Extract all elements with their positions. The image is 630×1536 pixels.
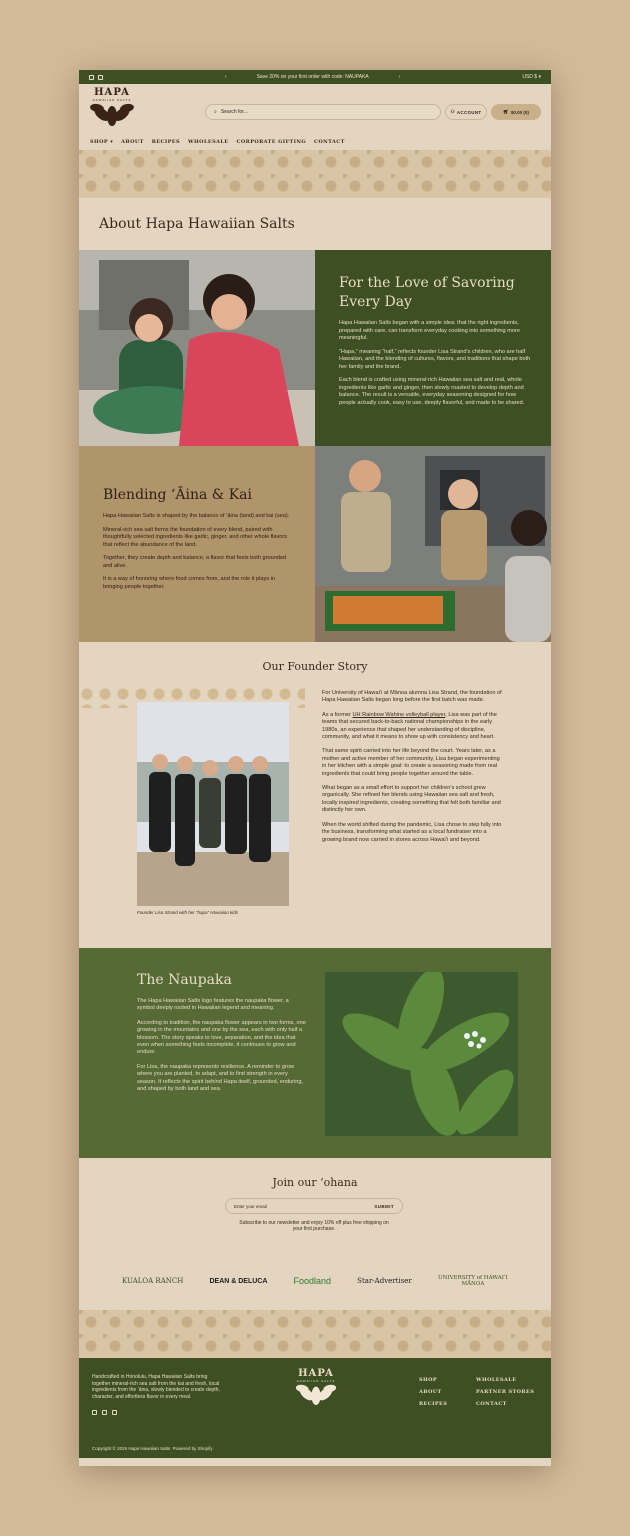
site-header	[79, 84, 551, 134]
currency-selector[interactable]: USD $ ▾	[522, 74, 541, 80]
facebook-icon[interactable]	[92, 1410, 97, 1415]
nav-item-about[interactable]: ABOUT	[121, 139, 144, 145]
love-paragraph: “Hapa,” meaning “half,” reflects founder Lisa Strand’s children, who are half Hawaiian, and the blending of cultures, flavors, and traditions that shape both her family and the brand.	[339, 348, 531, 370]
love-title: For the Love of Savoring Every Day	[339, 275, 515, 310]
partner-logos	[79, 1252, 551, 1310]
blending-paragraph: Mineral-rich sea salt forms the foundation of every blend, paired with thoughtfully selected ingredients like garlic, ginger, and other whole flavors that reflect the abundance of the land.	[103, 526, 288, 548]
page	[79, 70, 551, 1466]
blending-title: Blending ʻĀina & Kai	[103, 487, 252, 503]
kitchen-photo	[315, 446, 551, 642]
love-paragraph: Each blend is crafted using mineral-rich Hawaiian sea salt and real, whole ingredients like garlic and ginger, then slowly roasted to develop depth and balance. The result is a versatile, everyday seasoning designed for how people actually cook, easy to use, deeply flavorful, and made to be shared.	[339, 377, 525, 406]
blending-paragraph: Hapa Hawaiian Salts is shaped by the balance of ʻāina (land) and kai (sea).	[103, 513, 290, 519]
naupaka-flower-icon	[89, 102, 135, 126]
newsletter-title: Join our ʻohana	[272, 1176, 358, 1189]
footer-logo[interactable]: HAPA HAWAIIAN SALTS	[289, 1368, 343, 1410]
naupaka-title: The Naupaka	[137, 972, 232, 988]
naupaka-text: The Hapa Hawaiian Salts logo features the naupaka flower, a symbol deeply rooted in Hawaiian legend and meaning. According to tradition, the naupaka flower appears in two forms, one growing in the mountains and one by the sea, each with only half a blossom. The story speaks to love, separation, and the idea that even when something feels incomplete, it continues to grow and endure. For Lisa, the naupaka represents resilience. A reminder to grow where you are planted, to adapt, and to find strength in every season. It reflects the spirit behind Hapa itself, grounded, enduring, and shaped by both land and sea.	[137, 998, 306, 1093]
newsletter-form	[225, 1198, 403, 1214]
nav-item-recipes[interactable]: RECIPES	[151, 139, 181, 145]
footer-link-shop[interactable]: SHOP	[419, 1377, 438, 1383]
next-arrow-icon[interactable]: ›	[398, 74, 401, 80]
founder-title: Our Founder Story	[262, 660, 368, 673]
page-title: About Hapa Hawaiian Salts	[99, 216, 295, 232]
email-icon[interactable]	[112, 1410, 117, 1415]
prev-arrow-icon[interactable]: ‹	[224, 74, 227, 80]
naupaka-section	[79, 948, 551, 1158]
email-field[interactable]: Enter your email	[234, 1203, 267, 1209]
brand-logo[interactable]: HAPA HAWAIIAN SALTS	[89, 88, 135, 131]
submit-button[interactable]: SUBMIT	[374, 1203, 394, 1209]
partner-logo[interactable]: DEAN & DELUCA	[209, 1277, 268, 1285]
instagram-icon[interactable]	[102, 1410, 107, 1415]
facebook-icon[interactable]	[89, 75, 94, 80]
blending-paragraph: It is a way of honoring where food comes from, and the role it plays in bringing people together.	[103, 576, 275, 590]
children-photo	[79, 250, 315, 446]
partner-logo[interactable]: UNIVERSITY of HAWAIʻI MĀNOA	[437, 1275, 508, 1287]
founder-section	[79, 642, 551, 948]
nav-item-wholesale[interactable]: WHOLESALE	[188, 139, 229, 145]
love-paragraph: Hapa Hawaiian Salts began with a simple idea: that the right ingredients, prepared with care, can transform everyday cooking into something more meaningful.	[339, 320, 520, 341]
naupaka-flower-icon	[293, 1383, 339, 1405]
footer-links-left	[419, 1374, 447, 1410]
site-footer	[79, 1358, 551, 1458]
footer-link-about[interactable]: ABOUT	[419, 1389, 442, 1395]
search-icon: ⌕	[214, 109, 217, 115]
instagram-icon[interactable]	[98, 75, 103, 80]
newsletter-section	[79, 1158, 551, 1252]
cart-icon: 🛒︎	[503, 109, 509, 114]
photo-caption: Founder Lisa Strand with her “hapa” Hawaiian kids	[137, 910, 239, 915]
cart-button[interactable]: 🛒︎ $0.00 (0)	[491, 104, 541, 120]
footer-link-contact[interactable]: CONTACT	[476, 1401, 507, 1407]
newsletter-note: Subscribe to our newsletter and enjoy 10% off plus free shipping on your first purchase.	[239, 1220, 389, 1233]
user-icon: ⚇	[450, 109, 455, 114]
volleyball-link[interactable]: UH Rainbow Wahine volleyball player	[352, 711, 446, 718]
nav-item-contact[interactable]: CONTACT	[314, 139, 345, 145]
copyright: Copyright © 2026 Hapa Hawaiian Salts. Powered by Shopify	[92, 1446, 213, 1451]
search-input[interactable]: ⌕ Search for...	[205, 104, 441, 120]
nav-item-corporate-gifting[interactable]: CORPORATE GIFTING	[236, 139, 306, 145]
footer-link-recipes[interactable]: RECIPES	[419, 1401, 448, 1407]
blending-section	[79, 446, 315, 642]
nav-item-shop[interactable]: SHOP ▾	[90, 139, 114, 145]
main-nav	[79, 134, 551, 150]
announcement-bar	[79, 70, 551, 84]
founder-family-photo	[137, 702, 289, 906]
footer-link-wholesale[interactable]: WHOLESALE	[476, 1377, 517, 1383]
partner-logo[interactable]: Star-Advertiser	[357, 1277, 412, 1285]
footer-link-partner-stores[interactable]: PARTNER STORES	[476, 1389, 535, 1395]
blending-paragraph: Together, they create depth and balance, a flavor that feels both grounded and alive.	[103, 555, 287, 569]
naupaka-plant-photo	[325, 972, 518, 1136]
love-section	[315, 250, 551, 446]
footer-links-right	[476, 1374, 534, 1410]
footer-blurb: Handcrafted in Honolulu, Hapa Hawaiian Salts bring together mineral-rich sea salt from the kai and fresh, local ingredients from the ʻāina, slowly blended to create depth, character, and effortless flavor in every meal.	[92, 1374, 220, 1400]
floral-pattern-band	[79, 150, 551, 198]
partner-logo[interactable]: KUALOA RANCH	[122, 1277, 184, 1285]
account-button[interactable]: ⚇ ACCOUNT	[445, 104, 487, 120]
announcement-text: Save 20% on your first order with code: NAUPAKA	[256, 74, 369, 80]
founder-text: For University of Hawaiʻi at Mānoa alumna Lisa Strand, the foundation of Hapa Hawaiian Salts began long before the first batch was made. As a former UH Rainbow Wahine volleyball player, Lisa was part of the teams that secured back-to-back national championships in the early 1980s, an experience that shaped her understanding of discipline, community, and what it means to show up with consistency and heart. That same spirit carried into her life beyond the court. Years later, as a mother and active member of her community, Lisa began experimenting in her kitchen with a simple goal: to create a seasoning made from real ingredients that could bring people together around the table. What began as a small effort to support her children’s school grew organically. She refined her blends using Hawaiian sea salt and fresh, locally inspired ingredients, creating something that felt both familiar and distinctly her own. When the world shifted during the pandemic, Lisa chose to step fully into the business, transforming what started as a local fundraiser into a growing brand now carried in stores across Hawaiʻi and beyond.	[322, 690, 502, 843]
floral-pattern-band	[79, 1310, 551, 1358]
partner-logo[interactable]: Foodland	[293, 1276, 332, 1286]
